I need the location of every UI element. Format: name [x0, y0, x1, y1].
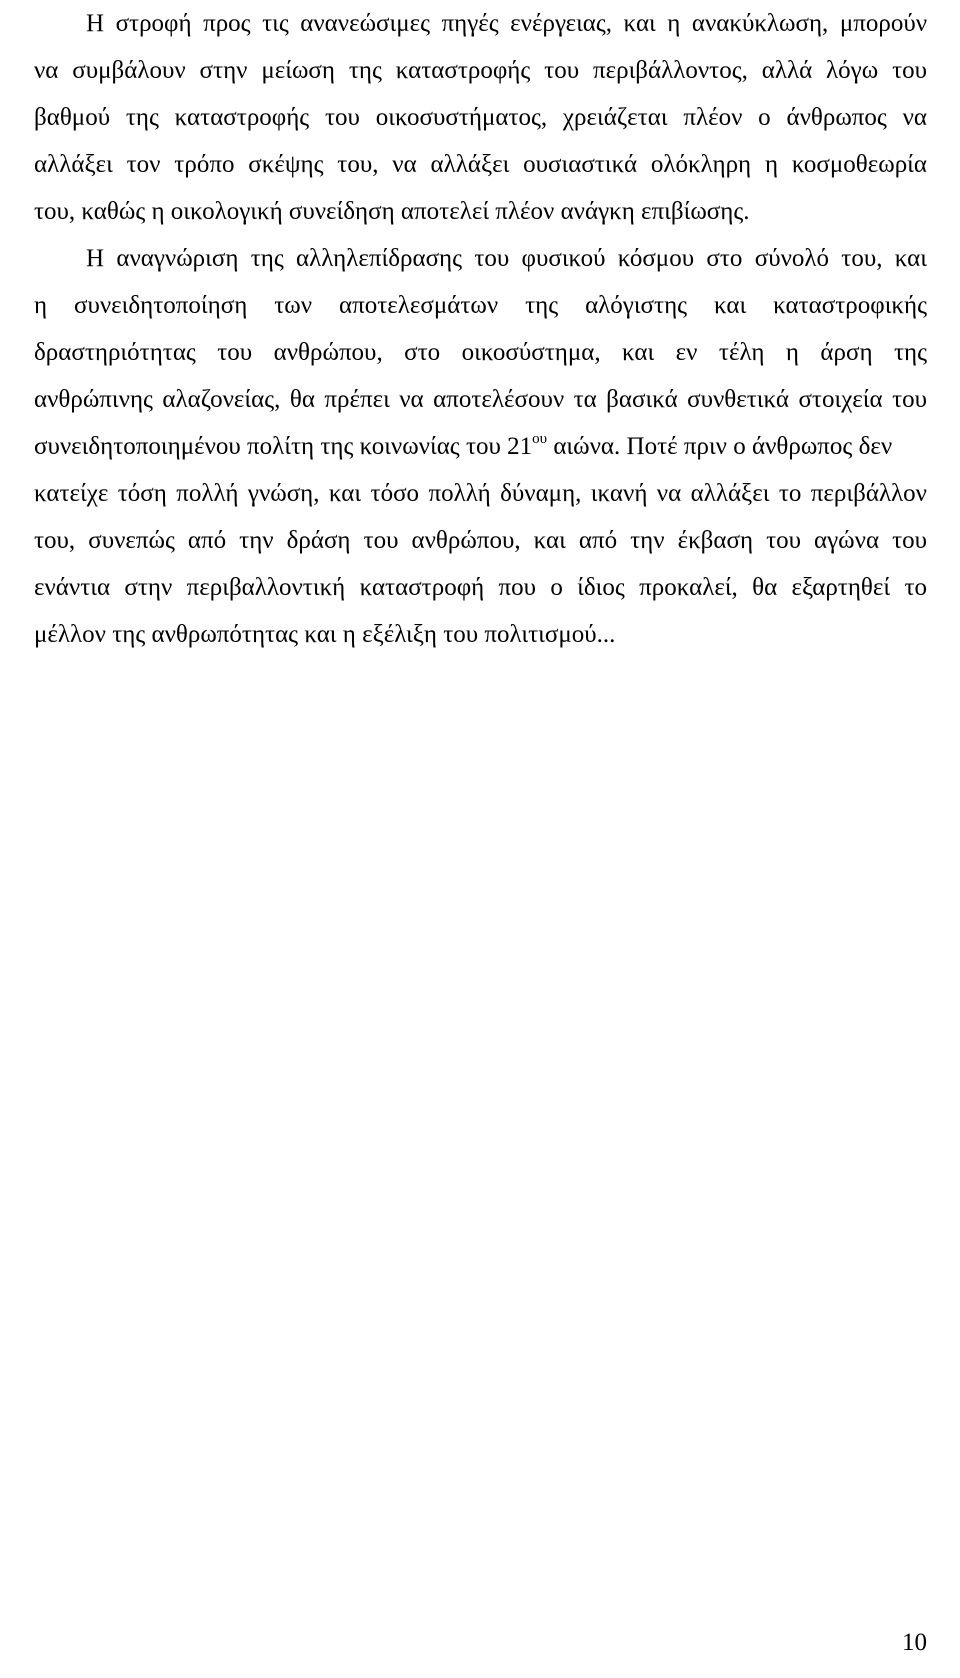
body-text — [34, 0, 927, 658]
paragraph-2-line-4: ανθρώπινης αλαζονείας, θα πρέπει να αποτελέσουν τα βασικά συνθετικά στοιχεία του — [34, 386, 927, 413]
paragraph-1-line-4: αλλάξει τον τρόπο σκέψης του, να αλλάξει ουσιαστικά ολόκληρη η κοσμοθεωρία — [34, 151, 927, 178]
paragraph-2-line-7: του, συνεπώς από την δράση του ανθρώπου, και από την έκβαση του αγώνα του — [34, 527, 927, 554]
paragraph-2-line-6: κατείχε τόση πολλή γνώση, και τόσο πολλή δύναμη, ικανή να αλλάξει το περιβάλλον — [34, 480, 927, 507]
ordinal-superscript: ου — [532, 431, 548, 447]
page-number: 10 — [902, 1629, 927, 1656]
paragraph-2-line-1: Η αναγνώριση της αλληλεπίδρασης του φυσικού κόσμου στο σύνολό του, και — [86, 245, 927, 272]
paragraph-1-line-1: Η στροφή προς τις ανανεώσιμες πηγές ενέργειας, και η ανακύκλωση, μπορούν — [86, 10, 927, 37]
paragraph-2-line-5-after: αιώνα. Ποτέ πριν ο άνθρωπος δεν — [547, 433, 893, 460]
paragraph-1-line-2: να συμβάλουν στην μείωση της καταστροφής του περιβάλλοντος, αλλά λόγω του — [34, 57, 927, 84]
paragraph-2-line-5 — [34, 423, 927, 470]
paragraph-1-line-3: βαθμού της καταστροφής του οικοσυστήματος, χρειάζεται πλέον ο άνθρωπος να — [34, 104, 927, 131]
paragraph-2-line-2: η συνειδητοποίηση των αποτελεσμάτων της αλόγιστης και καταστροφικής — [34, 292, 927, 319]
paragraph-2-line-8: ενάντια στην περιβαλλοντική καταστροφή που ο ίδιος προκαλεί, θα εξαρτηθεί το — [34, 574, 927, 601]
paragraph-2-line-9: μέλλον της ανθρωπότητας και η εξέλιξη του πολιτισμού... — [34, 621, 616, 648]
paragraph-2-line-5-before: συνειδητοποιημένου πολίτη της κοινωνίας του 21 — [34, 433, 533, 460]
paragraph-1-line-5: του, καθώς η οικολογική συνείδηση αποτελεί πλέον ανάγκη επιβίωσης. — [34, 198, 750, 225]
paragraph-2-line-3: δραστηριότητας του ανθρώπου, στο οικοσύστημα, και εν τέλη η άρση της — [34, 339, 927, 366]
